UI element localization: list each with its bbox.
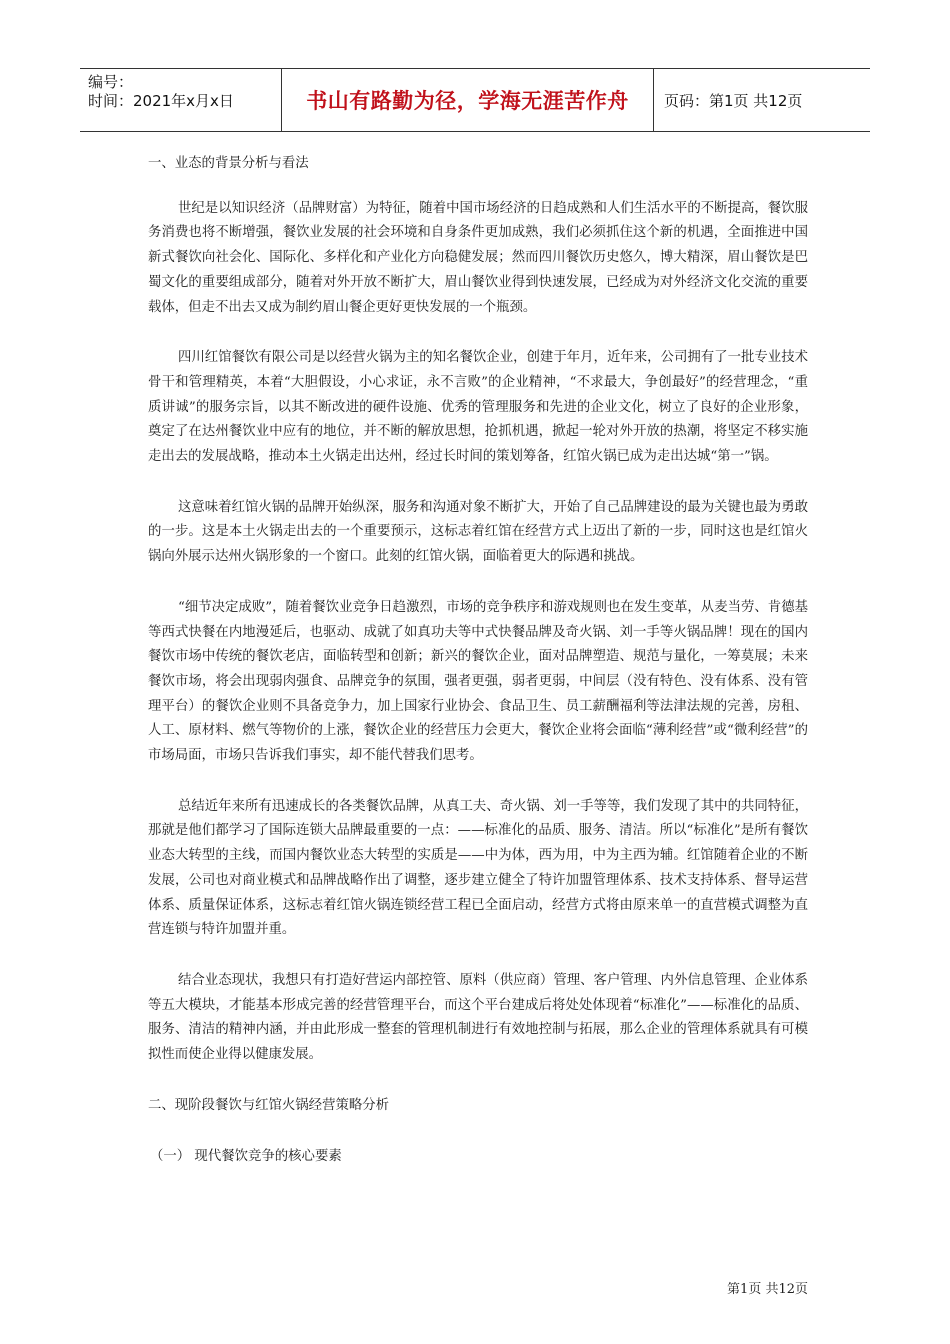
paragraph-5: 总结近年来所有迅速成长的各类餐饮品牌，从真工夫、奇火锅、刘一手等等，我们发现了其中的共同特征，那就是他们都学习了国际连锁大品牌最重要的一点：——标准化的品质、服务、清洁。所以“标准化”是所有餐饮业态大转型的主线，而国内餐饮业态大转型的实质是——中为体，西为用，中为主西为辅。红馆随着企业的不断发展，公司也对商业模式和品牌战略作出了调整，逐步建立健全了特许加盟管理体系、技术支持体系、督导运营体系、质量保证体系，这标志着红馆火锅连锁经营工程已全面启动，经营方式将由原来单一的直营模式调整为直营连锁与特许加盟并重。 xyxy=(148,798,808,938)
page-header xyxy=(80,68,870,132)
header-meta xyxy=(80,69,282,131)
header-motto: 书山有路勤为径，学海无涯苦作舟 xyxy=(282,69,654,131)
document-body xyxy=(148,152,808,1169)
header-page-number: 页码：第1页 共12页 xyxy=(664,91,803,110)
page-footer: 第1页 共12页 xyxy=(727,1282,808,1297)
paragraph-3: 这意味着红馆火锅的品牌开始纵深，服务和沟通对象不断扩大，开始了自己品牌建设的最为关键也最为勇敢的一步。这是本土火锅走出去的一个重要预示，这标志着红馆在经营方式上迈出了新的一步，同时这也是红馆火锅向外展示达州火锅形象的一个窗口。此刻的红馆火锅，面临着更大的际遇和挑战。 xyxy=(148,499,808,565)
paragraph-1: 世纪是以知识经济（品牌财富）为特征，随着中国市场经济的日趋成熟和人们生活水平的不断提高，餐饮服务消费也将不断增强，餐饮业发展的社会环境和自身条件更加成熟，我们必须抓住这个新的机遇，全面推进中国新式餐饮向社会化、国际化、多样化和产业化方向稳健发展；然而四川餐饮历史悠久，博大精深，眉山餐饮是巴蜀文化的重要组成部分，随着对外开放不断扩大，眉山餐饮业得到快速发展，已经成为对外经济文化交流的重要载体，但走不出去又成为制约眉山餐企更好更快发展的一个瓶颈。 xyxy=(148,200,808,315)
section-2-subsection-1-title: （一） 现代餐饮竞争的核心要素 xyxy=(150,1148,342,1164)
paragraph-4: “细节决定成败”，随着餐饮业竞争日趋激烈，市场的竞争秩序和游戏规则也在发生变革，从麦当劳、肯德基等西式快餐在内地漫延后，也驱动、成就了如真功夫等中式快餐品牌及奇火锅、刘一手等火锅品牌！现在的国内餐饮市场中传统的餐饮老店，面临转型和创新；新兴的餐饮企业，面对品牌塑造、规范与量化，一筹莫展；未来餐饮市场，将会出现弱肉强食、品牌竞争的氛围，强者更强，弱者更弱，中间层（没有特色、没有体系、没有管理平台）的餐饮企业则不具备竞争力，加上国家行业协会、食品卫生、员工薪酬福利等法津法规的完善，房租、人工、原材料、燃气等物价的上涨，餐饮企业的经营压力会更大，餐饮企业将会面临“薄利经营”或“微利经营”的市场局面，市场只告诉我们事实，却不能代替我们思考。 xyxy=(148,599,808,764)
section-2-title: 二、现阶段餐饮与红馆火锅经营策略分析 xyxy=(148,1097,390,1113)
section-1-title: 一、业态的背景分析与看法 xyxy=(148,156,309,171)
paragraph-6: 结合业态现状，我想只有打造好营运内部控管、原料（供应商）管理、客户管理、内外信息管理、企业体系等五大模块，才能基本形成完善的经营管理平台，而这个平台建成后将处处体现着“标准化”——标准化的品质、服务、清洁的精神内涵，并由此形成一整套的管理机制进行有效地控制与拓展，那么企业的管理体系就具有可模拟性而使企业得以健康发展。 xyxy=(148,972,808,1063)
paragraph-2: 四川红馆餐饮有限公司是以经营火锅为主的知名餐饮企业，创建于年月，近年来，公司拥有了一批专业技术骨干和管理精英，本着“大胆假设，小心求证，永不言败”的企业精神，“不求最大，争创最好”的经营理念，“重质讲诚”的服务宗旨，以其不断改进的硬件设施、优秀的管理服务和先进的企业文化，树立了良好的企业形象，奠定了在达州餐饮业中应有的地位，并不断的解放思想，抢抓机遇，掀起一轮对外开放的热潮，将坚定不移实施走出去的发展战略，推动本土火锅走出达州，经过长时间的策划筹备，红馆火锅已成为走出达城“第一”锅。 xyxy=(148,350,808,465)
document-date-label: 时间：2021年x月x日 xyxy=(88,92,234,110)
document-number-label: 编号： xyxy=(88,73,134,91)
